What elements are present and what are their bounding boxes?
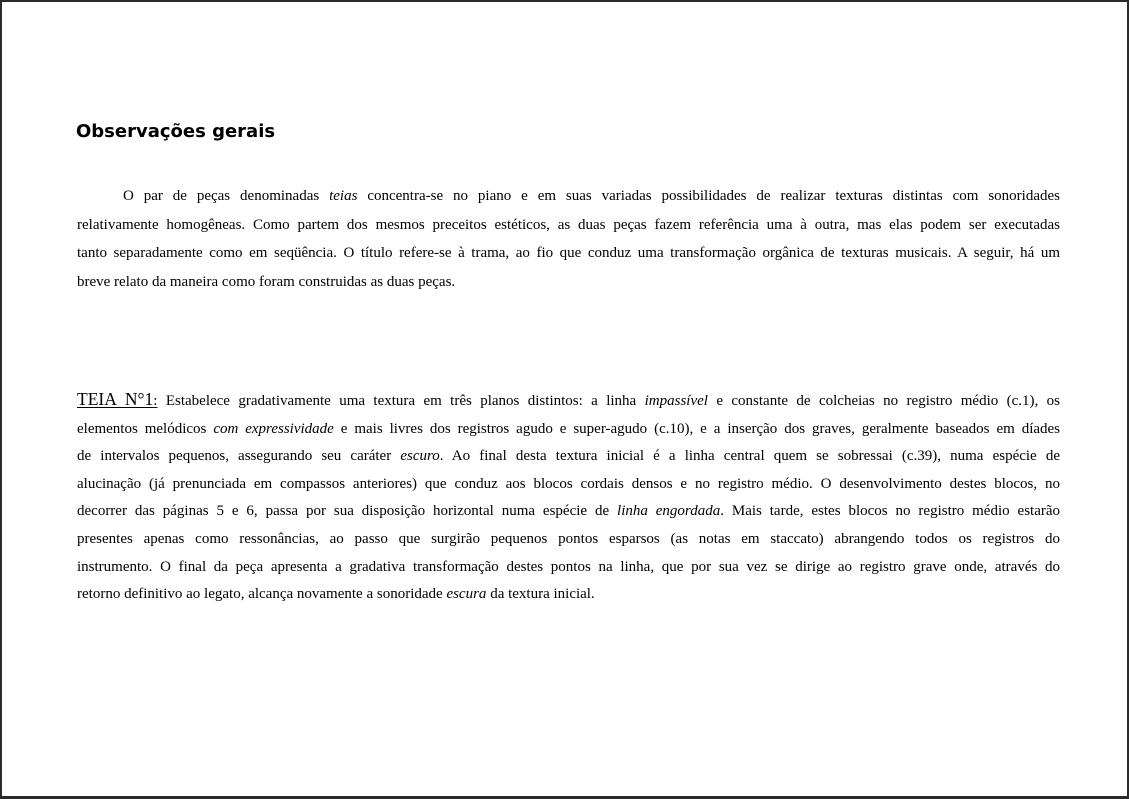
teia-text: elementos melódicos (77, 420, 214, 437)
intro-line-3: tanto separadamente como em seqüência. O título refere-se à trama, ao fio que conduz uma transformação orgânica de texturas musicais. A seguir, há um (77, 245, 1060, 261)
emphasis-impassivel: impassível (644, 393, 708, 409)
teia-1-paragraph (77, 386, 1060, 609)
teia-text: . Mais tarde, estes blocos no registro médio estarão (720, 503, 1061, 520)
intro-line-4: breve relato da maneira como foram construidas as duas peças. (77, 273, 456, 290)
intro-line-2: relativamente homogêneas. Como partem dos mesmos preceitos estéticos, as duas peças fazem referência uma à outra, mas elas podem ser executadas (77, 216, 1060, 233)
teia-text: da textura inicial. (486, 586, 595, 603)
teia-line-8 (77, 581, 1060, 609)
teia-text: e constante de colcheias no registro médio (c.1), os (707, 393, 1061, 409)
intro-line-1 (77, 182, 1060, 211)
emphasis-escuro: escuro (400, 448, 440, 465)
section-heading: Observações gerais (76, 121, 276, 142)
teia-text: retorno definitivo ao legato, alcança novamente a sonoridade (77, 586, 447, 603)
teia-line-3 (77, 443, 1060, 471)
teia-1-title: TEIA N°1 (77, 389, 154, 409)
emphasis-teias: teias (329, 188, 358, 204)
emphasis-linha-engordada: linha engordada (617, 503, 721, 520)
emphasis-escura: escura (446, 586, 487, 603)
teia-text: de intervalos pequenos, assegurando seu caráter (77, 448, 401, 465)
teia-line-7: instrumento. O final da peça apresenta a gradativa transformação destes pontos na linha, que por sua vez se dirige ao registro grave onde, através do (77, 558, 1060, 575)
intro-text: O par de peças denominadas (123, 188, 330, 204)
teia-1-colon: : (153, 393, 158, 409)
teia-line-5 (77, 498, 1060, 526)
teia-text: decorrer das páginas 5 e 6, passa por sua disposição horizontal numa espécie de (77, 503, 618, 520)
teia-text: . Ao final desta textura inicial é a linha central quem se sobressai (c.39), numa espécie de (439, 448, 1060, 465)
teia-line-4: alucinação (já prenunciada em compassos anteriores) que conduz aos blocos cordais densos e no registro médio. O desenvolvimento destes blocos, no (77, 475, 1060, 492)
teia-text: e mais livres dos registros agudo e super-agudo (c.10), e a inserção dos graves, geralmente baseados em díades (333, 420, 1061, 437)
teia-line-2 (77, 416, 1060, 444)
teia-line-6: presentes apenas como ressonâncias, ao passo que surgirão pequenos pontos esparsos (as notas em staccato) abrangendo todos os registros do (77, 530, 1060, 547)
emphasis-com-expressividade: com expressividade (213, 420, 334, 437)
intro-text: concentra-se no piano e em suas variadas possibilidades de realizar texturas distintas com sonoridades (357, 188, 1060, 204)
intro-paragraph (77, 182, 1060, 296)
teia-line-1 (77, 386, 1060, 416)
teia-text: Estabelece gradativamente uma textura em três planos distintos: a linha (157, 393, 645, 409)
